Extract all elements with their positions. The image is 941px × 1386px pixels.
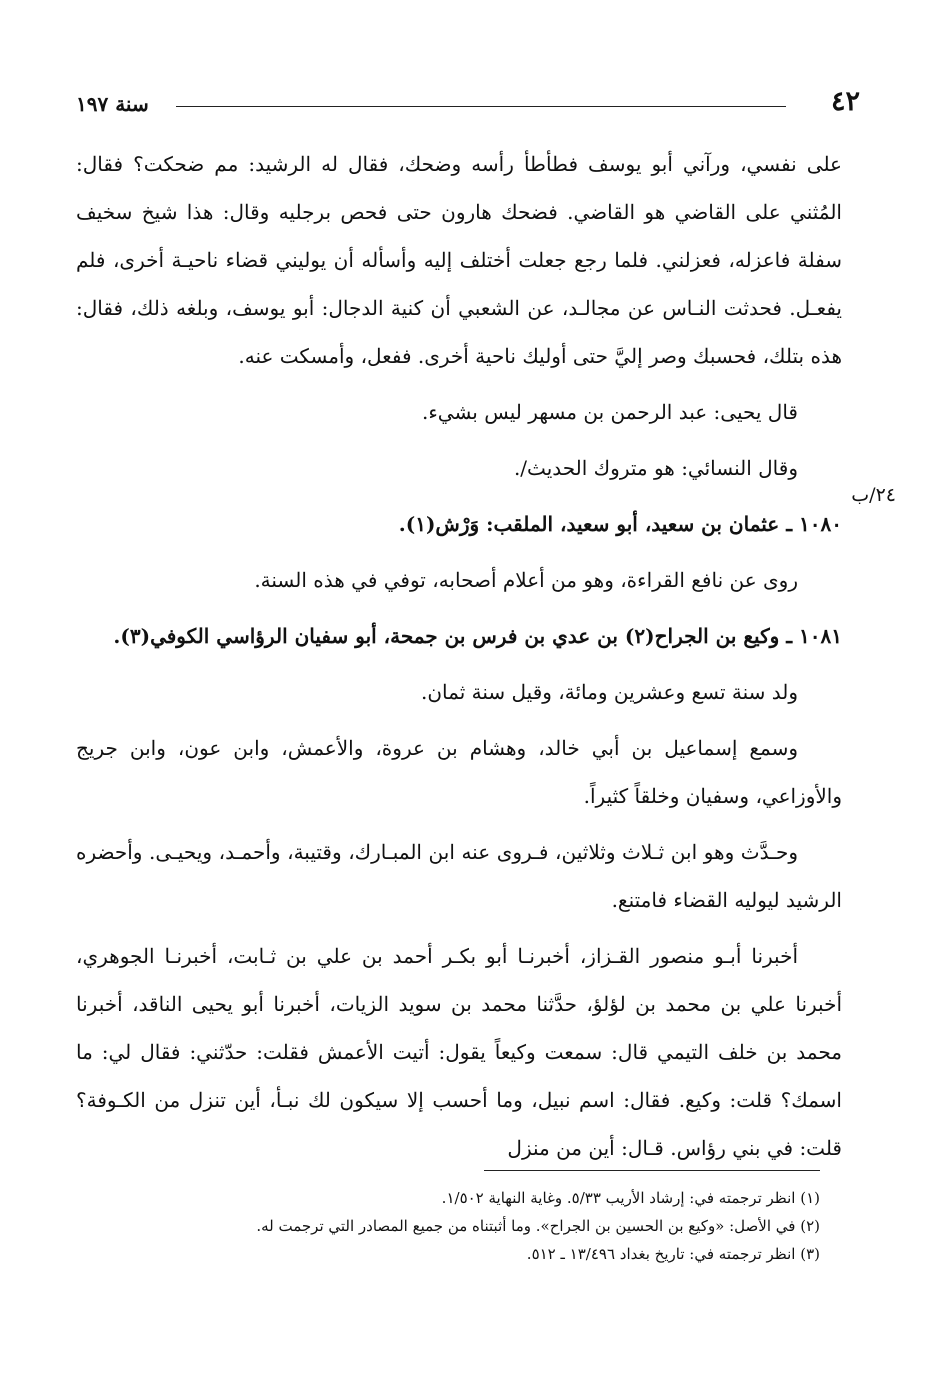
page-number: ٤٢ (830, 86, 860, 117)
footnote: (٣) انظر ترجمته في: تاريخ بغداد ١٣/٤٩٦ ـ ٥١٢. (526, 1245, 820, 1263)
paragraph: وقال النسائي: هو متروك الحديث/. (513, 456, 798, 480)
paragraph: ولد سنة تسع وعشرين ومائة، وقيل سنة ثمان. (421, 680, 798, 704)
paragraph: روى عن نافع القراءة، وهو من أعلام أصحابه، توفي في هذه السنة. (254, 568, 798, 592)
paragraph: قال يحيى: عبد الرحمن بن مسهر ليس بشيء. (422, 400, 798, 424)
footnote: (٢) في الأصل: «وكيع بن الحسين بن الجراح». وما أثبتناه من جميع المصادر التي ترجمت له. (256, 1217, 820, 1235)
running-title: سنة ١٩٧ (76, 92, 149, 116)
main-text (76, 140, 842, 1172)
paragraph: وحـدَّث وهو ابن ثـلاث وثلاثين، فـروى عنه ابن المبـارك، وقتيبة، وأحمـد، ويحيـى. وأحضره الرشيد ليوليه القضاء فامتنع. (76, 840, 842, 912)
entry-heading: ١٠٨١ ـ وكيع بن الجراح(٢) بن عدي بن فرس بن جمحة، أبو سفيان الرؤاسي الكوفي(٣). (113, 624, 842, 648)
paragraph: على نفسي، ورآني أبو يوسف فطأطأ رأسه وضحك، فقال له الرشيد: مم ضحكت؟ فقال: المُثني على القاضي هو القاضي. فضحك هارون حتى فحص برجليه وقال: هذا شيخ سخيف سفلة فاعزله، فعزلني. فلما رجع جعلت أختلف إليه وأسأله أن يوليني قضاء ناحيـة أخرى، فلم يفعـل. فحدثت النـاس عن مجالـد، عن الشعبي أن كنية الدجال: أبو يوسف، وبلغه ذلك، فقال: هذه بتلك، فحسبك وصر إليَّ حتى أوليك ناحية أخرى. ففعل، وأمسكت عنه. (76, 152, 842, 368)
header-rule (176, 106, 786, 107)
footnote: (١) انظر ترجمته في: إرشاد الأريب ٥/٣٣. وغاية النهاية ١/٥٠٢. (441, 1189, 820, 1207)
footnote-rule (484, 1170, 820, 1171)
footnotes (120, 1184, 820, 1268)
paragraph: أخبرنا أبـو منصور القـزاز، أخبرنـا أبو بكـر أحمد بن علي بن ثـابت، أخبرنـا الجوهري، أخبرنا علي بن محمد بن لؤلؤ، حدَّثنا محمد بن سويد الزيات، أخبرنا أبو يحيى الناقد، أخبرنا محمد بن خلف التيمي قال: سمعت وكيعاً يقول: أتيت الأعمش فقلت: حدّثني: فقال لي: ما اسمك؟ قلت: وكيع. فقال: اسم نبيل، وما أحسب إلا سيكون لك نبـأ، أين تنزل من الكـوفة؟ قلت: في بني رؤاس. قـال: أين من منزل (76, 944, 842, 1160)
paragraph: وسمع إسماعيل بن أبي خالد، وهشام بن عروة، والأعمش، وابن عون، وابن جريج والأوزاعي، وسفيان وخلقاً كثيراً. (76, 736, 842, 808)
entry-heading: ١٠٨٠ ـ عثمان بن سعيد، أبو سعيد، الملقب: وَرْش(١). (398, 512, 842, 536)
margin-folio-note: ٢٤/ب (851, 484, 896, 506)
